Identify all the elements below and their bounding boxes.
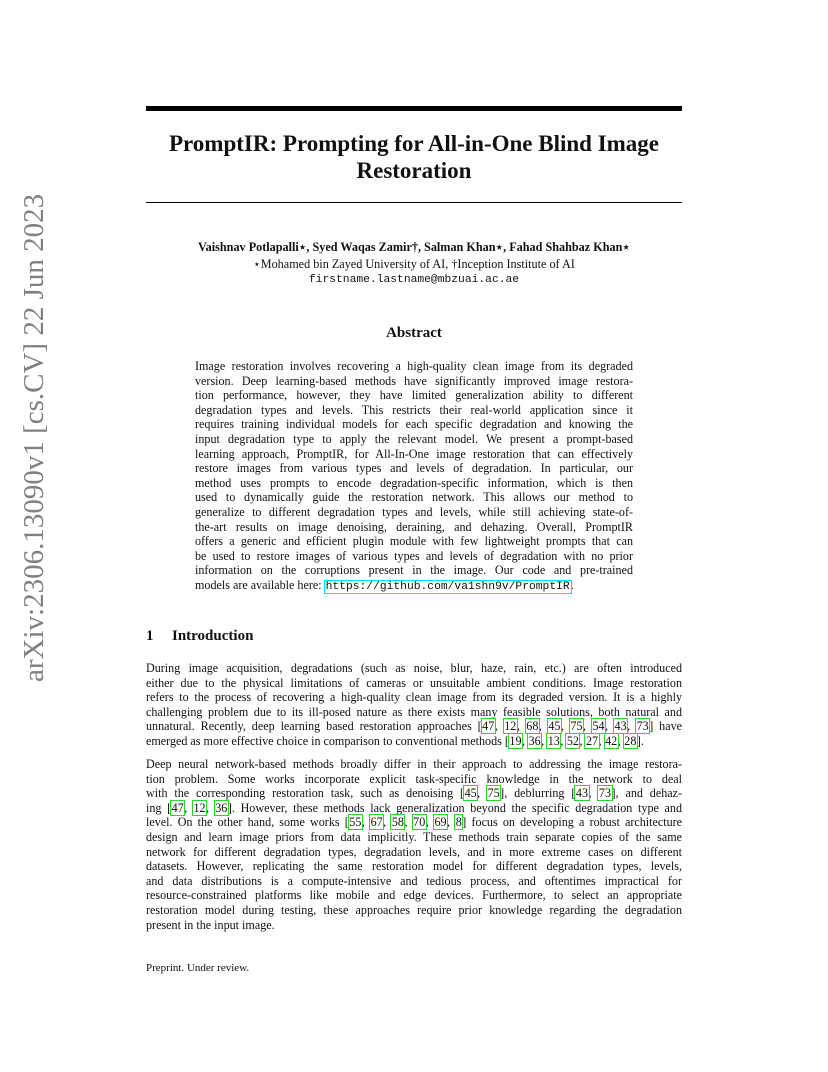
section-number: 1	[146, 628, 154, 644]
citation-link[interactable]: 75	[487, 786, 500, 801]
intro-paragraph-1	[146, 661, 682, 749]
citation-link[interactable]: 70	[413, 815, 426, 830]
section-title: Introduction	[172, 628, 254, 644]
paragraph-line: level. On the other hand, some works [55, 67, 58, 70, 69, 8] focus on developing a robust architecture	[146, 815, 683, 830]
citation-link[interactable]: 12	[193, 800, 206, 815]
title-top-rule	[146, 106, 682, 111]
paper-title	[146, 130, 682, 184]
citation-link[interactable]: 19	[509, 733, 522, 748]
contact-email: firstname.lastname@mbzuai.ac.ae	[308, 274, 520, 286]
citation-link[interactable]: 68	[526, 719, 539, 734]
title-bottom-rule	[146, 202, 682, 203]
citation-link[interactable]: 45	[548, 719, 561, 734]
paragraph-line: present in the input image.	[146, 917, 275, 932]
abstract-line: requires training individual models for each specific degradation and knowing the	[195, 417, 633, 432]
citation-link[interactable]: 67	[370, 815, 383, 830]
citation-link[interactable]: 43	[575, 786, 588, 801]
abstract-line: the-art results on image denoising, deraining, and dehazing. Overall, PromptIR	[195, 519, 633, 534]
abstract-line	[195, 578, 633, 593]
citation-link[interactable]: 55	[349, 815, 362, 830]
paragraph-line: unnatural. Recently, deep learning based restoration approaches [47, 12, 68, 45, 75, 54, 43, 73] have	[146, 719, 682, 734]
abstract-line: degradation types and levels. This restricts their real-world application since it	[195, 402, 633, 417]
paragraph-line: ing [47, 12, 36]. However, these methods lack generalization beyond the specific degradation type and	[146, 800, 682, 815]
abstract-body	[195, 359, 633, 593]
citation-link[interactable]: 13	[547, 733, 560, 748]
abstract-line: learning approach, PromptIR, for All-In-One image restoration that can effectively	[195, 446, 633, 461]
paragraph-line: challenging problem due to its ill-posed nature as there exists many feasible solutions, both natural and	[146, 704, 682, 719]
citation-link[interactable]: 36	[528, 733, 541, 748]
citation-link[interactable]: 42	[605, 733, 618, 748]
abstract-line: generalize to different degradation types and levels, while still achieving state-of-	[195, 504, 633, 519]
title-line-2: Restoration	[356, 158, 472, 183]
intro-paragraph-2	[146, 757, 682, 932]
paragraph-line: refers to the process of recovering a high-quality clean image from its degraded version. It is a highly	[146, 690, 682, 705]
abstract-line: input degradation type to apply the relevant model. We present a prompt-based	[195, 431, 633, 446]
citation-link[interactable]: 73	[598, 786, 612, 801]
arxiv-identifier: arXiv:2306.13090v1 [cs.CV] 22 Jun 2023	[18, 193, 50, 682]
paragraph-line: emerged as more effective choice in comparison to conventional methods [19, 36, 13, 52, 27, 42, 28].	[146, 733, 644, 748]
footer-note: Preprint. Under review.	[146, 962, 250, 974]
abstract-line: information on the corruptions present in the image. Our code and pre-trained	[195, 563, 633, 578]
abstract-line: offers a generic and efficient plugin module with few lightweight prompts that can	[195, 534, 633, 549]
abstract-text: models are available here:	[195, 577, 325, 592]
citation-link[interactable]: 69	[434, 815, 447, 830]
code-repository-link[interactable]: https://github.com/va1shn9v/PromptIR	[325, 580, 570, 593]
paragraph-line: design and learn image priors from data implicitly. These methods train separate copies of the same	[146, 829, 682, 844]
citation-link[interactable]: 43	[614, 719, 627, 734]
abstract-line: tion performance, however, they have limited generalization ability to different	[195, 388, 633, 403]
abstract-text: .	[570, 577, 574, 592]
abstract-line: used to dynamically guide the restoration network. This allows our method to	[195, 490, 633, 505]
citation-link[interactable]: 8	[455, 815, 462, 830]
citation-link[interactable]: 75	[570, 719, 583, 734]
citation-link[interactable]: 45	[464, 786, 477, 801]
abstract-line: be used to restore images of various types and levels of degradation with no prior	[195, 548, 633, 563]
paragraph-line: tion problem. Some works incorporate explicit task-specific knowledge in the network to deal	[146, 771, 682, 786]
abstract-line: version. Deep learning-based methods have significantly improved image restora-	[195, 373, 633, 388]
paragraph-line: Deep neural network-based methods broadly differ in their approach to addressing the image restora-	[146, 757, 682, 771]
citation-link[interactable]: 27	[585, 733, 599, 748]
citation-link[interactable]: 28	[624, 733, 637, 748]
abstract-line: restore images from various types and levels of degradation. In particular, our	[195, 461, 633, 476]
citation-link[interactable]: 58	[391, 815, 404, 830]
arxiv-stamp	[16, 193, 52, 682]
paragraph-line: either due to the physical limitations of cameras or unsuitable ambient conditions. Image restoration	[146, 675, 682, 690]
paragraph-line: network for different degradation types, degradation levels, and in more extreme cases on different	[146, 844, 682, 859]
citation-link[interactable]: 47	[482, 719, 495, 734]
author-list: Vaishnav Potlapalli⋆, Syed Waqas Zamir†, Salman Khan⋆, Fahad Shahbaz Khan⋆	[198, 240, 630, 254]
citation-link[interactable]: 36	[215, 800, 228, 815]
citation-link[interactable]: 12	[504, 719, 517, 734]
abstract-line: Image restoration involves recovering a high-quality clean image from its degraded	[195, 359, 633, 373]
abstract-line: method uses prompts to encode degradation-specific information, which is then	[195, 475, 633, 490]
citation-link[interactable]: 73	[636, 719, 649, 734]
paragraph-line: During image acquisition, degradations (such as noise, blur, haze, rain, etc.) are often introduced	[146, 661, 682, 675]
citation-link[interactable]: 54	[592, 719, 605, 734]
section-heading-introduction	[146, 626, 682, 646]
paragraph-line: datasets. However, replicating the same restoration model for different degradation types, levels,	[146, 859, 682, 874]
paragraph-line: with the corresponding restoration task, such as denoising [45, 75], deblurring [43, 73], and dehaz-	[146, 786, 683, 801]
citation-link[interactable]: 52	[566, 733, 579, 748]
abstract-heading: Abstract	[386, 325, 442, 341]
title-line-1: PromptIR: Prompting for All-in-One Blind Image	[168, 131, 660, 156]
paragraph-line: resource-constrained platforms like mobile and edge devices. Furthermore, to select an appropriate	[146, 888, 682, 903]
paragraph-line: restoration model during testing, these approaches require prior knowledge regarding the degradation	[146, 902, 682, 917]
affiliations: ⋆Mohamed bin Zayed University of AI, †Inception Institute of AI	[253, 257, 575, 271]
citation-link[interactable]: 47	[171, 800, 184, 815]
paragraph-line: and data distributions is a compute-intensive and tedious process, and oftentimes impractical for	[146, 873, 682, 888]
